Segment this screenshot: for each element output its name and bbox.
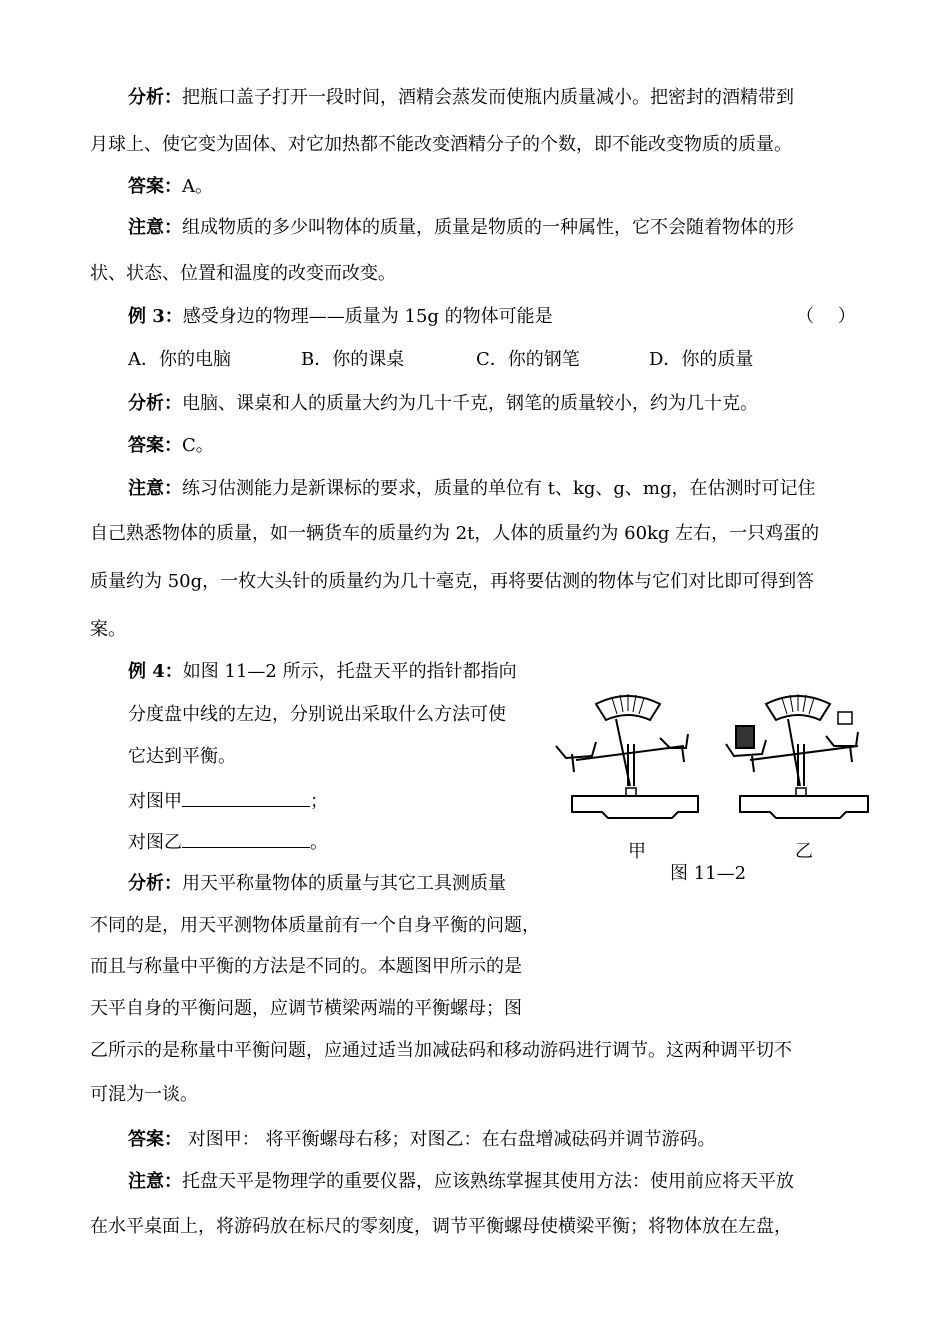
answer-label: 答案： [128, 176, 182, 197]
ex4-note-line-1 [128, 1170, 794, 1194]
ex4-question-text: 如图 11—2 所示，托盘天平的指针都指向 [182, 661, 517, 682]
ex2-answer [128, 175, 213, 199]
balance-jia [556, 694, 698, 818]
note-text: 组成物质的多少叫物体的质量，质量是物质的一种属性，它不会随着物体的形 [182, 217, 794, 238]
note-text: 练习估测能力是新课标的要求，质量的单位有 t、kg、g、mg，在估测时可记住 [182, 478, 816, 499]
ex3-note-line-3: 质量约为 50g，一枚大头针的质量约为几十毫克，再将要估测的物体与它们对比即可得到答 [90, 571, 815, 592]
fill-b-blank[interactable] [182, 829, 310, 848]
base-jia [572, 796, 698, 818]
note-text: 托盘天平是物理学的重要仪器，应该熟练掌握其使用方法：使用前应将天平放 [182, 1171, 794, 1192]
ex4-analysis-line-1 [128, 872, 506, 896]
analysis-label: 分析： [128, 87, 182, 108]
fill-a-end: ； [310, 791, 328, 812]
note-label: 注意： [128, 217, 182, 238]
note-label: 注意： [128, 1171, 182, 1192]
ex4-analysis-line-2: 不同的是，用天平测物体质量前有一个自身平衡的问题， [90, 915, 540, 936]
ex3-option-c: C．你的钢笔 [476, 349, 580, 370]
analysis-text: 把瓶口盖子打开一段时间，酒精会蒸发而使瓶内质量减小。把密封的酒精带到 [182, 87, 794, 108]
answer-text: 对图甲： 将平衡螺母右移；对图乙：在右盘增减砝码并调节游码。 [182, 1129, 716, 1150]
balance-diagram [552, 686, 872, 861]
ex3-answer [128, 434, 214, 458]
figure-label-jia: 甲 [628, 841, 646, 862]
answer-label: 答案： [128, 1129, 182, 1150]
ex3-note-line-2: 自己熟悉物体的质量，如一辆货车的质量约为 2t，人体的质量约为 60kg 左右，一只鸡蛋的 [90, 523, 820, 544]
ex3-option-d: D．你的质量 [649, 349, 754, 370]
ex3-option-a: A．你的电脑 [128, 349, 231, 370]
ex2-note-line-1 [128, 216, 794, 240]
ex4-answer [128, 1128, 715, 1152]
ex4-analysis-line-5: 乙所示的是称量中平衡问题，应通过适当加减砝码和移动游码进行调节。这两种调平切不 [90, 1040, 792, 1061]
analysis-text: 用天平称量物体的质量与其它工具测质量 [182, 873, 506, 894]
ex4-fill-b [128, 829, 328, 855]
balance-yi [726, 694, 868, 818]
object-block [736, 726, 754, 748]
ex3-note-line-4: 案。 [90, 619, 126, 640]
ex4-fill-a [128, 788, 328, 814]
answer-text: C。 [182, 435, 214, 456]
fill-a-label: 对图甲 [128, 791, 182, 812]
fill-b-label: 对图乙 [128, 832, 182, 853]
ex4-question-line-2: 分度盘中线的左边，分别说出采取什么方法可使 [128, 704, 506, 725]
ex2-analysis-line-2: 月球上、使它变为固体、对它加热都不能改变酒精分子的个数，即不能改变物质的质量。 [90, 134, 792, 155]
base-yi [740, 796, 868, 818]
ex3-label: 例 3： [128, 306, 183, 327]
analysis-text: 电脑、课桌和人的质量大约为几十千克，钢笔的质量较小，约为几十克。 [182, 393, 758, 414]
ex3-option-b: B．你的课桌 [301, 349, 405, 370]
analysis-label: 分析： [128, 393, 182, 414]
ex3-question-text: 感受身边的物理——质量为 15g 的物体可能是 [182, 306, 553, 327]
figure-caption: 图 11—2 [670, 863, 747, 884]
weight [838, 712, 852, 724]
ex2-note-line-2: 状、状态、位置和温度的改变而改变。 [90, 263, 396, 284]
note-label: 注意： [128, 478, 182, 499]
ex3-answer-bracket: （ ） [796, 306, 856, 327]
figure-label-yi: 乙 [795, 841, 813, 862]
ex4-label: 例 4： [128, 661, 183, 682]
ex4-analysis-line-4: 天平自身的平衡问题，应调节横梁两端的平衡螺母；图 [90, 998, 522, 1019]
ex4-analysis-line-3: 而且与称量中平衡的方法是不同的。本题图甲所示的是 [90, 956, 522, 977]
figure-11-2 [552, 686, 872, 884]
ex4-note-line-2: 在水平桌面上，将游码放在标尺的零刻度，调节平衡螺母使横梁平衡；将物体放在左盘， [90, 1216, 792, 1237]
ex3-note-line-1 [128, 477, 816, 501]
ex3-question [128, 305, 553, 329]
analysis-label: 分析： [128, 873, 182, 894]
ex2-analysis-line-1 [128, 86, 794, 110]
ex4-analysis-line-6: 可混为一谈。 [90, 1084, 198, 1105]
ex4-question-line-1 [128, 660, 517, 684]
answer-label: 答案： [128, 435, 182, 456]
ex4-question-line-3: 它达到平衡。 [128, 746, 236, 767]
fill-a-blank[interactable] [182, 788, 310, 807]
ex3-analysis [128, 392, 758, 416]
answer-text: A。 [182, 176, 213, 197]
fill-b-end: 。 [310, 832, 328, 853]
